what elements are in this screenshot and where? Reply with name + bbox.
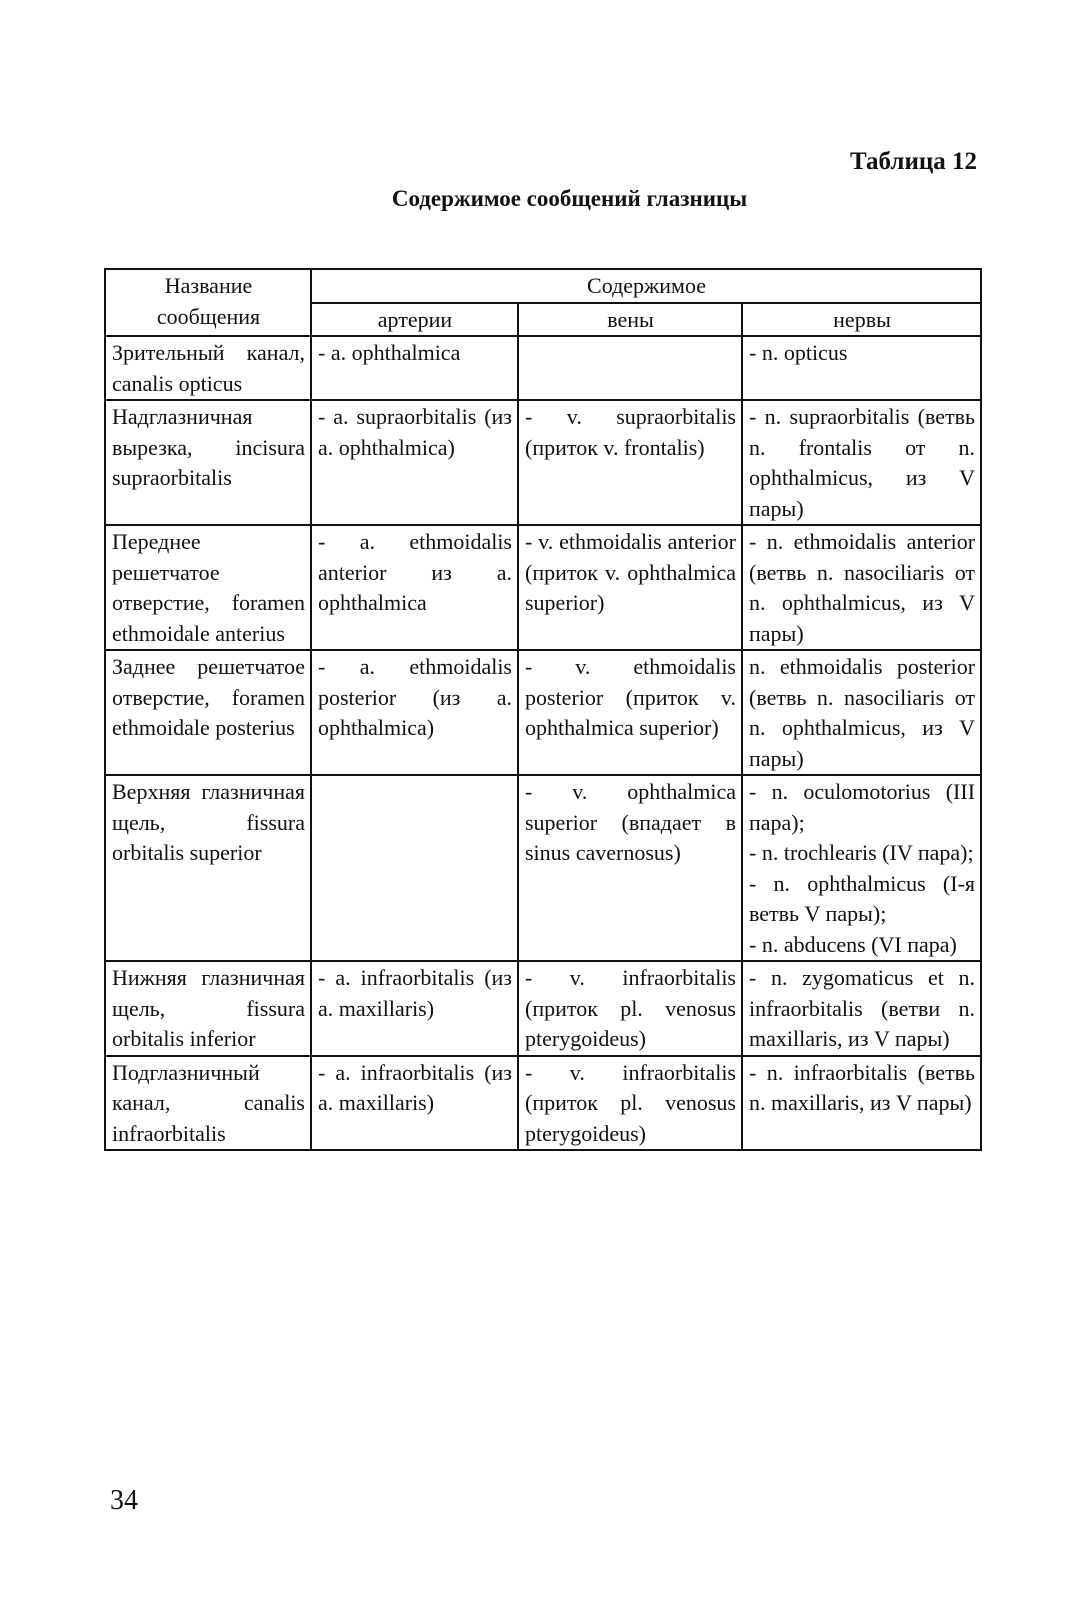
row-name: Верхняя глазничная щель, fissura orbitalis superior <box>105 775 311 961</box>
row-name: Нижняя глазничная щель, fissura orbitalis inferior <box>105 961 311 1056</box>
row-vein <box>518 336 742 400</box>
row-nerve: - n. supraorbitalis (ветвь n. frontalis от n. ophthalmicus, из V пары) <box>742 400 981 525</box>
row-nerve: - n. ethmoidalis anterior (ветвь n. nasociliaris от n. ophthalmicus, из V пары) <box>742 525 981 650</box>
table-row <box>105 336 981 400</box>
row-artery: - a. supraorbitalis (из a. ophthalmica) <box>311 400 518 525</box>
row-vein: - v. infraorbitalis (приток pl. venosus pterygoideus) <box>518 961 742 1056</box>
header-name: Название сообщения <box>105 269 311 336</box>
row-nerve: - n. infraorbitalis (ветвь n. maxillaris, из V пары) <box>742 1056 981 1151</box>
row-nerve: n. ethmoidalis posterior (ветвь n. nasociliaris от n. ophthalmicus, из V пары) <box>742 650 981 775</box>
table-row <box>105 775 981 961</box>
nerve-item: - n. abducens (VI пара) <box>749 931 957 957</box>
orbit-openings-table <box>104 268 982 1151</box>
row-artery: - a. ophthalmica <box>311 336 518 400</box>
row-name: Зрительный канал, canalis opticus <box>105 336 311 400</box>
nerve-item: - n. ophthalmicus (I-я ветвь V пары); <box>749 870 976 926</box>
nerve-item: - n. oculomotorius (III пара); <box>749 779 976 835</box>
row-vein: - v. ethmoidalis posterior (приток v. ophthalmica superior) <box>518 650 742 775</box>
table-row <box>105 1056 981 1151</box>
nerve-item: - n. trochlearis (IV пара); <box>749 840 974 865</box>
row-nerve-list <box>742 775 981 961</box>
row-name: Надглазничная вырезка, incisura supraorbitalis <box>105 400 311 525</box>
row-artery: - a. infraorbitalis (из a. maxillaris) <box>311 1056 518 1151</box>
row-vein: - v. ophthalmica superior (впадает в sinus cavernosus) <box>518 775 742 961</box>
row-nerve: - n. zygomaticus et n. infraorbitalis (ветви n. maxillaris, из V пары) <box>742 961 981 1056</box>
row-artery <box>311 775 518 961</box>
table-row <box>105 525 981 650</box>
table-row <box>105 400 981 525</box>
row-name: Подглазничный канал, canalis infraorbitalis <box>105 1056 311 1151</box>
header-nerves: нервы <box>742 303 981 337</box>
table-row <box>105 650 981 775</box>
row-artery: - a. ethmoidalis posterior (из a. ophthalmica) <box>311 650 518 775</box>
header-row <box>105 269 981 303</box>
table-row <box>105 961 981 1056</box>
table-label: Таблица 12 <box>849 148 977 175</box>
header-veins: вены <box>518 303 742 337</box>
header-arteries: артерии <box>311 303 518 337</box>
row-name: Переднее решетчатое отверстие, foramen ethmoidale anterius <box>105 525 311 650</box>
header-contents: Содержимое <box>311 269 981 303</box>
row-name: Заднее решетчатое отверстие, foramen ethmoidale posterius <box>105 650 311 775</box>
row-nerve: - n. opticus <box>742 336 981 400</box>
page-number: 34 <box>110 1485 138 1516</box>
row-vein: - v. ethmoidalis anterior (приток v. ophthalmica superior) <box>518 525 742 650</box>
row-artery: - a. ethmoidalis anterior из a. ophthalmica <box>311 525 518 650</box>
page-title: Содержимое сообщений глазницы <box>391 186 748 211</box>
row-vein: - v. supraorbitalis (приток v. frontalis) <box>518 400 742 525</box>
row-artery: - a. infraorbitalis (из a. maxillaris) <box>311 961 518 1056</box>
row-vein: - v. infraorbitalis (приток pl. venosus pterygoideus) <box>518 1056 742 1151</box>
